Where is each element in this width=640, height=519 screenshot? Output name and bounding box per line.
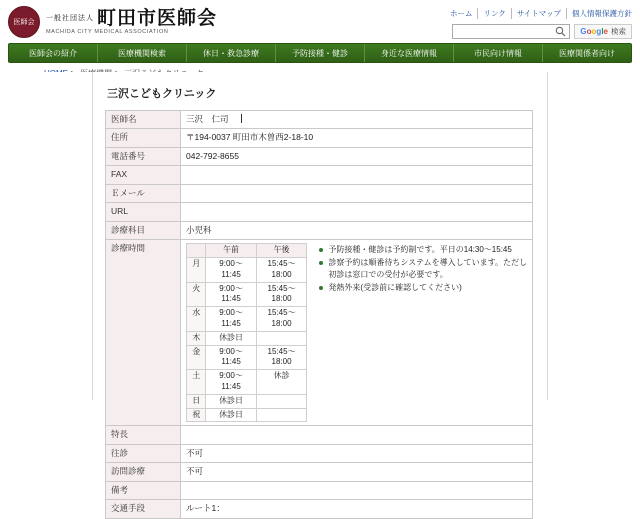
table-row: [106, 203, 533, 221]
table-row: [106, 221, 533, 239]
nav-item-vaccination[interactable]: 予防接種・健診: [276, 44, 365, 62]
table-row: [106, 147, 533, 165]
row-label-email: Ｅメール: [106, 184, 181, 202]
hours-note-1: 予防接種・健診は予約制です。平日の14:30～15:45: [328, 244, 527, 256]
site-header: [0, 0, 640, 39]
search-icon[interactable]: [555, 26, 566, 37]
org-prefix: 一般社団法人: [46, 14, 94, 22]
site-logo[interactable]: [8, 6, 217, 38]
table-row: [106, 111, 533, 129]
main-navigation: [8, 43, 632, 63]
content-frame: [92, 72, 548, 514]
nav-item-search-clinic[interactable]: 医療機関検索: [98, 44, 187, 62]
row-value-housecall: 不可: [181, 444, 533, 462]
hours-day-sat: 土: [187, 370, 206, 395]
row-label-housecall: 往診: [106, 444, 181, 462]
hours-am-hol: 休診日: [206, 408, 256, 422]
row-label-phone: 電話番号: [106, 147, 181, 165]
row-value-doctor: [181, 111, 533, 129]
row-label-hours: 診療時間: [106, 240, 181, 426]
hours-day-fri: 金: [187, 345, 206, 370]
row-value-access: ルート1：: [181, 500, 533, 518]
hours-day-mon: 月: [187, 258, 206, 283]
hours-day-tue: 火: [187, 282, 206, 307]
google-logo-icon: Google: [580, 27, 608, 36]
row-label-address: 住所: [106, 129, 181, 147]
hours-am-fri: 9:00～11:45: [206, 345, 256, 370]
row-value-url: [181, 203, 533, 221]
table-row: [106, 500, 533, 518]
row-label-access: 交通手段: [106, 500, 181, 518]
crest-icon: [8, 6, 40, 38]
table-row: [106, 426, 533, 444]
header-right: [445, 6, 632, 39]
table-row-hours: [106, 240, 533, 426]
nav-item-professionals[interactable]: 医療関係者向け: [559, 48, 615, 58]
nav-item-about[interactable]: 医師会の紹介: [9, 44, 98, 62]
hours-pm-sun: [256, 394, 307, 408]
nav-item-citizens[interactable]: 市民向け情報: [454, 44, 543, 62]
table-row: [106, 463, 533, 481]
hours-row-fri: [187, 345, 307, 370]
hours-col-am: 午前: [206, 244, 256, 258]
hours-header-row: [187, 244, 307, 258]
hours-day-hol: 祝: [187, 408, 206, 422]
search-input-wrap[interactable]: [452, 24, 570, 39]
table-row: [106, 129, 533, 147]
hours-am-mon: 9:00～11:45: [206, 258, 256, 283]
org-name-en: MACHIDA CITY MEDICAL ASSOCIATION: [46, 29, 169, 36]
row-value-homecare: 不可: [181, 463, 533, 481]
util-link-privacy[interactable]: 個人情報保護方針: [572, 9, 632, 18]
row-label-homecare: 訪問診療: [106, 463, 181, 481]
row-value-phone: 042-792-8655: [181, 147, 533, 165]
hours-pm-tue: 15:45～18:00: [256, 282, 307, 307]
row-label-fax: FAX: [106, 166, 181, 184]
table-row: [106, 184, 533, 202]
util-link-sitemap[interactable]: サイトマップ: [512, 8, 567, 19]
row-value-fax: [181, 166, 533, 184]
org-text: [46, 9, 217, 36]
hours-col-pm: 午後: [256, 244, 307, 258]
doctor-name-text: 三沢 仁司: [186, 114, 229, 124]
row-value-department: 小児科: [181, 221, 533, 239]
hours-am-tue: 9:00～11:45: [206, 282, 256, 307]
clinic-info-table: [105, 110, 533, 519]
table-row: [106, 166, 533, 184]
util-link-home[interactable]: ホーム: [445, 8, 479, 19]
hours-row-thu: [187, 331, 307, 345]
google-search-button[interactable]: [574, 24, 632, 39]
text-cursor: [241, 114, 242, 123]
util-link-links[interactable]: リンク: [478, 8, 511, 19]
row-label-department: 診療科目: [106, 221, 181, 239]
row-label-features: 特長: [106, 426, 181, 444]
hours-col-blank: [187, 244, 206, 258]
hours-row-hol: [187, 408, 307, 422]
hours-day-thu: 木: [187, 331, 206, 345]
search-input[interactable]: [456, 26, 555, 37]
row-label-doctor: 医師名: [106, 111, 181, 129]
hours-note-2: 診察予約は順番待ちシステムを導入しています。ただし初診は窓口での受付が必要です。: [328, 258, 527, 280]
row-value-address: 〒194-0037 町田市木曽西2-18-10: [181, 129, 533, 147]
table-row: [106, 444, 533, 462]
row-label-remarks: 備考: [106, 481, 181, 499]
hours-am-wed: 9:00～11:45: [206, 307, 256, 332]
hours-row-sun: [187, 394, 307, 408]
hours-pm-wed: 15:45～18:00: [256, 307, 307, 332]
hours-note-3: 発熱外来(受診前に確認してください): [328, 282, 527, 294]
row-label-url: URL: [106, 203, 181, 221]
hours-pm-thu: [256, 331, 307, 345]
google-search-label: 検索: [611, 27, 626, 36]
row-value-email: [181, 184, 533, 202]
page-title: 三沢こどもクリニック: [107, 88, 217, 100]
hours-am-sat: 9:00～11:45: [206, 370, 256, 395]
right-gutter: [548, 72, 640, 400]
hours-am-sun: 休診日: [206, 394, 256, 408]
search-area: [452, 24, 632, 39]
nav-item-holiday-emergency[interactable]: 休日・救急診療: [187, 44, 276, 62]
hours-pm-sat: 休診: [256, 370, 307, 395]
hours-am-thu: 休診日: [206, 331, 256, 345]
org-name: 町田市医師会: [97, 7, 218, 29]
nav-item-medical-info[interactable]: 身近な医療情報: [365, 44, 454, 62]
utility-nav: [445, 8, 632, 19]
org-name-line: [46, 9, 217, 29]
row-value-features: [181, 426, 533, 444]
hours-pm-mon: 15:45～18:00: [256, 258, 307, 283]
table-row: [106, 481, 533, 499]
hours-notes: [317, 243, 527, 422]
hours-pm-fri: 15:45～18:00: [256, 345, 307, 370]
hours-day-sun: 日: [187, 394, 206, 408]
hours-row-mon: [187, 258, 307, 283]
left-gutter: [0, 72, 92, 400]
row-value-remarks: [181, 481, 533, 499]
row-value-hours: [181, 240, 533, 426]
hours-row-wed: [187, 307, 307, 332]
hours-row-tue: [187, 282, 307, 307]
hours-day-wed: 水: [187, 307, 206, 332]
crest-label: 医師会: [13, 18, 35, 26]
hours-pm-hol: [256, 408, 307, 422]
hours-row-sat: [187, 370, 307, 395]
consultation-hours-table: [186, 243, 307, 422]
